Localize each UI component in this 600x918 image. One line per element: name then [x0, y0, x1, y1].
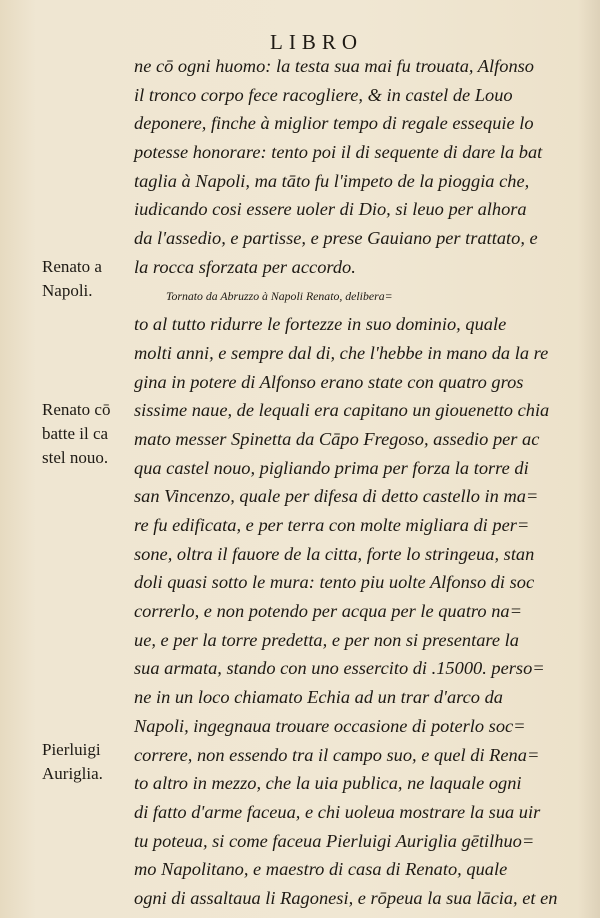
text-line: mato messer Spinetta da Cāpo Fregoso, assedio per ac — [134, 428, 540, 449]
text-line: to al tutto ridurre le fortezze in suo dominio, quale — [134, 314, 507, 335]
text-line: correre, non essendo tra il campo suo, e quel di Rena= — [134, 744, 540, 765]
text-line: ue, e per la torre predetta, e per non si presentare la — [134, 629, 519, 650]
text-line: deponere, finche à miglior tempo di regale essequie lo — [134, 113, 534, 134]
text-line: correrlo, e non potendo per acqua per le quatro na= — [134, 601, 522, 622]
text-line: la rocca sforzata per accordo. — [134, 256, 356, 277]
text-line: to altro in mezzo, che la uia publica, ne laquale ogni — [134, 773, 522, 794]
text-line: molti anni, e sempre dal di, che l'hebbe in mano da la re — [134, 342, 549, 363]
margin-note-line: batte il ca — [42, 424, 109, 443]
text-line: gina in potere di Alfonso erano state con quatro gros — [134, 371, 524, 392]
text-line: il tronco corpo fece racogliere, & in castel de Louo — [134, 84, 513, 105]
text-line: tu poteua, si come faceua Pierluigi Auriglia gētilhuo= — [134, 830, 535, 851]
margin-note-line: Napoli. — [42, 281, 93, 300]
text-line: mo Napolitano, e maestro di casa di Renato, quale — [134, 859, 508, 880]
text-line: di fatto d'arme faceua, e chi uoleua mostrare la sua uir — [134, 801, 541, 822]
margin-note-pierluigi-auriglia — [42, 738, 103, 786]
margin-note-line: Renato cō — [42, 400, 111, 419]
margin-note-renato-a-napoli — [42, 255, 102, 303]
text-line: san Vincenzo, quale per difesa di detto castello in ma= — [134, 486, 539, 507]
margin-note-line: Renato a — [42, 257, 102, 276]
text-line: Napoli, ingegnaua trouare occasione di poterlo soc= — [134, 715, 526, 736]
text-line: ne in un loco chiamato Echia ad un trar d'arco da — [134, 687, 503, 708]
text-line: re fu edificata, e per terra con molte migliara di per= — [134, 515, 530, 535]
text-line: ogni di assaltaua li Ragonesi, e rōpeua la sua lācia, et en — [134, 887, 558, 908]
margin-note-renato-combatte — [42, 398, 110, 470]
margin-note-line: Pierluigi — [42, 740, 101, 759]
margin-note-line: stel nouo. — [42, 448, 109, 467]
body-text — [134, 52, 564, 913]
text-line: sua armata, stando con uno essercito di .15000. perso= — [134, 658, 545, 679]
text-line: taglia à Napoli, ma tāto fu l'impeto de la pioggia che, — [134, 170, 530, 191]
text-line: ne cō ogni huomo: la testa sua mai fu trouata, Alfonso — [134, 56, 534, 76]
running-header: LIBRO — [270, 30, 363, 54]
text-line: sissime naue, de lequali era capitano un giouenetto chia — [134, 400, 550, 421]
margin-note-line: Auriglia. — [42, 764, 103, 783]
text-line: iudicando cosi essere uoler di Dio, si leuo per alhora — [134, 199, 527, 220]
text-line: potesse honorare: tento poi il di sequente di dare la bat — [134, 142, 543, 163]
text-line: sone, oltra il fauore de la citta, forte lo stringeua, stan — [134, 543, 535, 564]
text-line: Tornato da Abruzzo à Napoli Renato, delibera= — [166, 288, 393, 303]
text-line: doli quasi sotto le mura: tento piu uolte Alfonso di soc — [134, 572, 535, 593]
text-line: da l'assedio, e partisse, e prese Gauiano per trattato, e — [134, 228, 538, 249]
text-line: qua castel nouo, pigliando prima per forza la torre di — [134, 457, 529, 478]
